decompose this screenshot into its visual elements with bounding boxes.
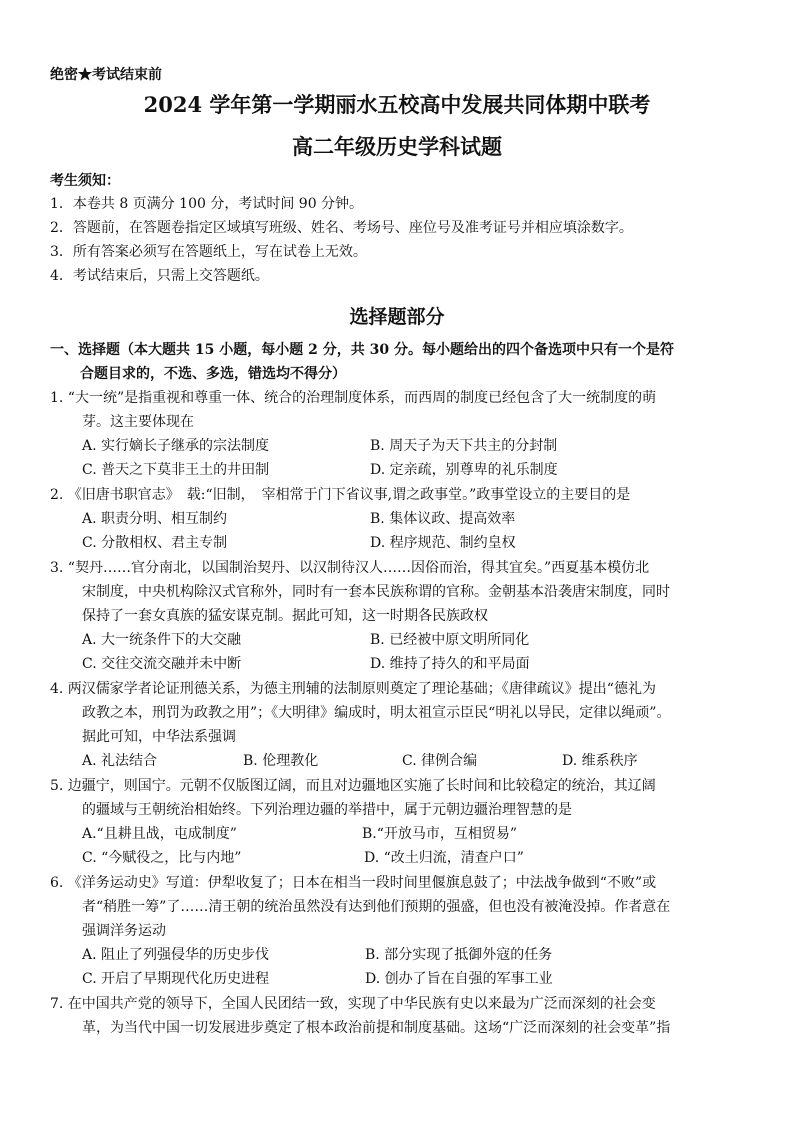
question-5-option-d[interactable]: D. “改土归流，清查户口” xyxy=(364,850,524,866)
question-6-option-d[interactable]: D. 创办了旨在自强的军事工业 xyxy=(365,971,553,987)
question-4-option-b[interactable]: B. 伦理教化 xyxy=(243,753,319,769)
notice-item: 1．本卷共 8 页满分 100 分，考试时间 90 分钟。 xyxy=(50,196,364,212)
question-1-option-b[interactable]: B. 周天子为天下共主的分封制 xyxy=(370,438,558,454)
notice-item: 4．考试结束后，只需上交答题纸。 xyxy=(50,268,269,284)
question-2-option-d[interactable]: D. 程序规范、制约皇权 xyxy=(370,535,516,551)
question-5-text-cont: 的疆域与王朝统治相始终。下列治理边疆的举措中，属于元朝边疆治理智慧的是 xyxy=(82,802,572,818)
question-3-text-cont: 宋制度，中央机构除汉式官称外，同时有一套本民族称谓的官称。金朝基本沿袭唐宋制度，同时 xyxy=(82,584,670,600)
question-1-option-a[interactable]: A. 实行嫡长子继承的宗法制度 xyxy=(82,438,270,454)
question-1-option-c[interactable]: C. 普天之下莫非王土的井田制 xyxy=(82,462,270,478)
question-4-text-cont: 政教之本，刑罚为政教之用”；《大明律》编成时，明太祖宣示臣民“明礼以导民，定律以绳顽”。 xyxy=(82,705,671,721)
question-3-option-c[interactable]: C. 交往交流交融并未中断 xyxy=(82,656,242,672)
question-4-option-d[interactable]: D. 维系秩序 xyxy=(562,753,638,769)
question-3-option-a[interactable]: A. 大一统条件下的大交融 xyxy=(82,632,242,648)
question-5-option-c[interactable]: C. “今赋役之，比与内地” xyxy=(82,850,242,866)
question-6-option-a[interactable]: A. 阻止了列强侵华的历史步伐 xyxy=(82,947,270,963)
question-4-option-a[interactable]: A. 礼法结合 xyxy=(82,753,158,769)
question-7-text-cont: 革，为当代中国一切发展进步奠定了根本政治前提和制度基础。这场“广泛而深刻的社会变革”指 xyxy=(82,1020,671,1036)
question-6-text-cont: 强调洋务运动 xyxy=(82,923,166,939)
question-5-text: 5. 边疆宁，则国宁。元朝不仅版图辽阔，而且对边疆地区实施了长时间和比较稳定的统治，其辽阔 xyxy=(50,778,656,794)
question-3-text-cont: 保持了一套女真族的猛安谋克制。据此可知，这一时期各民族政权 xyxy=(82,608,488,624)
question-1-text: 1. “大一统”是指重视和尊重一体、统合的治理制度体系，而西周的制度已经包含了大一统制度的萌 xyxy=(50,390,657,406)
question-4-option-c[interactable]: C. 律例合编 xyxy=(402,753,478,769)
question-4-text-cont: 据此可知，中华法系强调 xyxy=(82,729,236,745)
question-4-text: 4. 两汉儒家学者论证刑德关系，为德主刑辅的法制原则奠定了理论基础；《唐律疏议》提出“德礼为 xyxy=(50,681,656,697)
question-1-text-cont: 芽。这主要体现在 xyxy=(82,414,194,430)
notice-item: 2．答题前，在答题卷指定区域填写班级、姓名、考场号、座位号及准考证号并相应填涂数字。 xyxy=(50,220,633,236)
question-6-option-b[interactable]: B. 部分实现了抵御外寇的任务 xyxy=(365,947,553,963)
question-2-option-a[interactable]: A. 职责分明、相互制约 xyxy=(82,511,228,527)
question-2-option-c[interactable]: C. 分散相权、君主专制 xyxy=(82,535,228,551)
question-3-text: 3. “契丹……官分南北，以国制治契丹、以汉制待汉人……因俗而治，得其宜矣。”西夏基本模仿北 xyxy=(50,560,650,576)
question-3-option-b[interactable]: B. 已经被中原文明所同化 xyxy=(370,632,530,648)
question-3-option-d[interactable]: D. 维持了持久的和平局面 xyxy=(370,656,530,672)
question-6-text: 6. 《洋务运动史》写道：伊犁收复了；日本在相当一段时间里偃旗息鼓了；中法战争做到“不败”或 xyxy=(50,875,657,891)
notice-heading: 考生须知： xyxy=(50,173,120,189)
exam-title: 2024 学年第一学期丽水五校高中发展共同体期中联考 xyxy=(143,92,651,117)
question-2-option-b[interactable]: B. 集体议政、提高效率 xyxy=(370,511,516,527)
confidential-mark: 绝密★考试结束前 xyxy=(50,67,162,83)
question-7-text: 7. 在中国共产党的领导下，全国人民团结一致，实现了中华民族有史以来最为广泛而深刻的社会变 xyxy=(50,996,656,1012)
section-title: 选择题部分 xyxy=(349,306,445,328)
notice-item: 3．所有答案必须写在答题纸上，写在试卷上无效。 xyxy=(50,244,367,260)
part-heading-cont: 合题目求的，不选、多选，错选均不得分） xyxy=(80,366,346,382)
question-5-option-a[interactable]: A.“且耕且战，屯成制度” xyxy=(82,826,237,842)
question-6-text-cont: 者“稍胜一筹”了……清王朝的统治虽然没有达到他们预期的强盛，但也没有被淹没掉。作者意在 xyxy=(82,899,671,915)
question-2-text: 2. 《旧唐书职官志》 载:“旧制， 宰相常于门下省议事,谓之政事堂。”政事堂设立的主要目的是 xyxy=(50,487,631,503)
question-1-option-d[interactable]: D. 定亲疏，别尊卑的礼乐制度 xyxy=(370,462,558,478)
question-6-option-c[interactable]: C. 开启了早期现代化历史进程 xyxy=(82,971,270,987)
exam-subtitle: 高二年级历史学科试题 xyxy=(292,134,502,159)
part-heading: 一、选择题（本大题共 15 小题，每小题 2 分，共 30 分。每小题给出的四个备选项中只有一个是符 xyxy=(50,342,674,358)
question-5-option-b[interactable]: B.“开放马市，互相贸易” xyxy=(362,826,518,842)
